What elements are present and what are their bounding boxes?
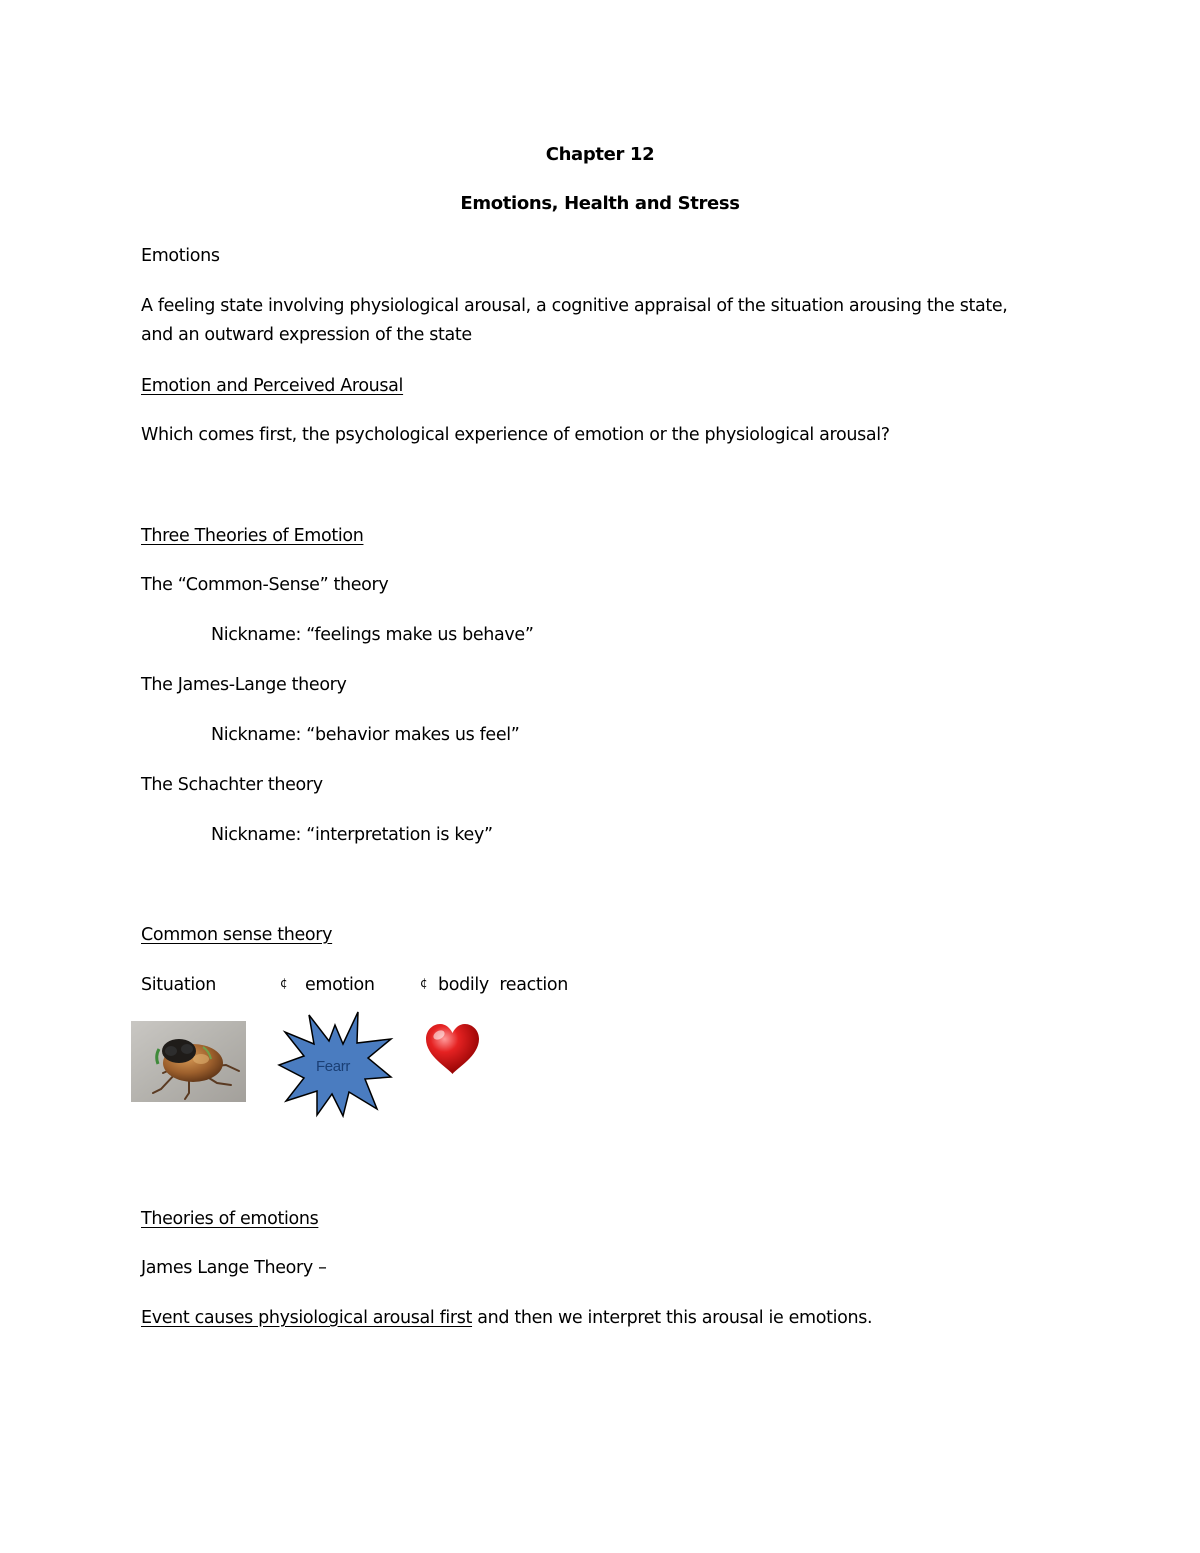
definition-line-2: and an outward expression of the state	[141, 325, 472, 345]
arrow-icon: ¢	[420, 976, 428, 990]
theories-of-emotions-heading: Theories of emotions	[141, 1209, 319, 1229]
starburst-label: Fearr	[315, 1058, 351, 1075]
page-title: Emotions, Health and Stress	[460, 193, 740, 214]
arousal-heading: Emotion and Perceived Arousal	[141, 376, 404, 396]
james-lange-description	[141, 1306, 872, 1330]
theory-nickname: Nickname: “behavior makes us feel”	[211, 725, 520, 745]
definition-line-1: A feeling state involving physiological arousal, a cognitive appraisal of the situation arousing the state,	[141, 296, 1008, 316]
theory-name: The “Common-Sense” theory	[141, 575, 389, 595]
flow-emotion: emotion	[305, 975, 375, 995]
fear-starburst	[277, 1011, 394, 1119]
emotions-heading: Emotions	[141, 246, 220, 266]
heart-icon	[424, 1023, 481, 1076]
chapter-number: Chapter 12	[545, 144, 655, 165]
beetle-photo	[131, 1021, 246, 1102]
common-sense-heading: Common sense theory	[141, 925, 333, 945]
james-lange-label: James Lange Theory –	[141, 1258, 327, 1278]
arrow-icon: ¢	[280, 976, 288, 990]
james-lange-key-phrase: Event causes physiological arousal first	[141, 1308, 473, 1328]
theory-nickname: Nickname: “feelings make us behave”	[211, 625, 534, 645]
flow-bodily-reaction: bodily reaction	[438, 975, 568, 995]
arousal-question: Which comes first, the psychological experience of emotion or the physiological arousal?	[141, 425, 890, 445]
james-lange-rest: and then we interpret this arousal ie emotions.	[472, 1308, 873, 1328]
theories-heading: Three Theories of Emotion	[141, 526, 364, 546]
theory-name: The James-Lange theory	[141, 675, 347, 695]
theory-name: The Schachter theory	[141, 775, 323, 795]
flow-situation: Situation	[141, 975, 217, 995]
theory-nickname: Nickname: “interpretation is key”	[211, 825, 493, 845]
